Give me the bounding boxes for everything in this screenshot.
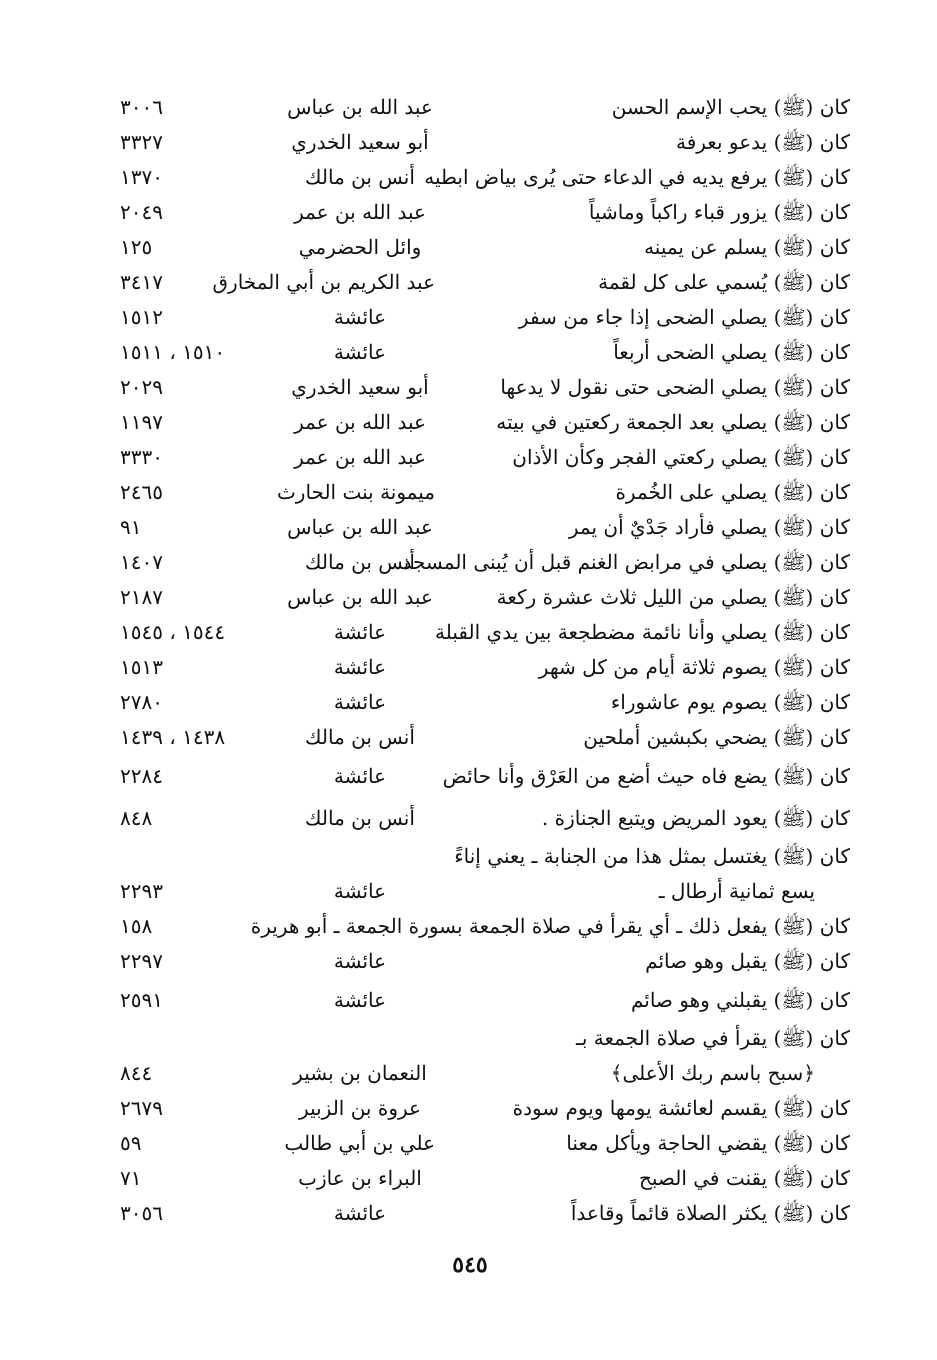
hadith-text: كان (ﷺ) يصلي من الليل ثلاث عشرة ركعة [496, 585, 850, 609]
index-row [120, 440, 850, 475]
hadith-reference-number: ٣٣٢٧ [120, 130, 163, 154]
index-row [120, 230, 850, 265]
hadith-text: كان (ﷺ) يضحي بكبشين أملحين [583, 725, 850, 749]
hadith-reference-number: ٢٦٧٩ [120, 1096, 163, 1120]
narrator-name: النعمان بن بشير [293, 1061, 427, 1085]
narrator-name: عائشة [333, 1201, 387, 1225]
hadith-text: كان (ﷺ) يصلي على الخُمرة [615, 480, 850, 504]
hadith-reference-number: ٢٠٢٩ [120, 375, 163, 399]
hadith-text: كان (ﷺ) يقبلني وهو صائم [630, 988, 850, 1012]
index-row [120, 475, 850, 510]
index-row [120, 979, 850, 1021]
narrator-name: أبو سعيد الخدري [291, 375, 429, 399]
hadith-reference-number: ١٤٠٧ [120, 550, 163, 574]
narrator-name: عبد الكريم بن أبي المخارق [212, 270, 435, 294]
hadith-reference-number: ١٢٥ [120, 235, 153, 259]
narrator-name: أبو سعيد الخدري [291, 130, 429, 154]
narrator-name: البراء بن عازب [298, 1166, 422, 1190]
hadith-text: كان (ﷺ) يسلم عن يمينه [644, 235, 850, 259]
hadith-text: كان (ﷺ) يقبل وهو صائم [645, 949, 850, 973]
hadith-reference-number: ١٥١٠ ، ١٥١١ [120, 340, 226, 364]
index-row [120, 335, 850, 370]
hadith-reference-number: ٢٧٨٠ [120, 690, 163, 714]
hadith-reference-number: ٢٢٩٧ [120, 949, 163, 973]
hadith-reference-number: ١٥١٣ [120, 655, 163, 679]
hadith-reference-number: ١١٩٧ [120, 410, 163, 434]
hadith-text: كان (ﷺ) يغتسل بمثل هذا من الجنابة ـ يعني إناءً [454, 844, 850, 868]
hadith-reference-number: ٣٤١٧ [120, 270, 163, 294]
hadith-text: كان (ﷺ) يصلي الضحى إذا جاء من سفر [518, 305, 850, 329]
hadith-reference-number: ١٤٣٨ ، ١٤٣٩ [120, 725, 226, 749]
hadith-text: كان (ﷺ) يصوم ثلاثة أيام من كل شهر [538, 655, 850, 679]
index-row [120, 405, 850, 440]
hadith-reference-number: ١٥١٢ [120, 305, 163, 329]
hadith-text: كان (ﷺ) يحب الإسم الحسن [611, 95, 850, 119]
hadith-reference-number: ٨٤٨ [120, 806, 153, 830]
narrator-name: عائشة [333, 340, 387, 364]
narrator-name: عائشة [333, 764, 387, 788]
hadith-reference-number: ٢٥٩١ [120, 988, 163, 1012]
narrator-name: عبد الله بن عمر [294, 200, 426, 224]
hadith-text: كان (ﷺ) يكثر الصلاة قائماً وقاعداً [570, 1201, 850, 1225]
hadith-text: كان (ﷺ) يقرأ في صلاة الجمعة بـ [575, 1026, 850, 1050]
index-row [120, 615, 850, 650]
hadith-text: كان (ﷺ) يفعل ذلك ـ أي يقرأ في صلاة الجمعة بسورة الجمعة ـ أبو هريرة [250, 914, 850, 938]
narrator-name: عبد الله بن عباس [287, 515, 433, 539]
hadith-text: كان (ﷺ) يصلي وأنا نائمة مضطجعة بين يدي القبلة [435, 620, 850, 644]
hadith-text: كان (ﷺ) يصلي ركعتي الفجر وكأن الأذان [512, 445, 850, 469]
hadith-text: كان (ﷺ) يضع فاه حيث أضع من العَرْق وأنا حائض [442, 764, 850, 788]
hadith-reference-number: ٣٠٠٦ [120, 95, 163, 119]
index-row [120, 1056, 850, 1091]
index-row [120, 195, 850, 230]
hadith-reference-number: ٨٤٤ [120, 1061, 153, 1085]
hadith-reference-number: ٩١ [120, 515, 142, 539]
hadith-text: كان (ﷺ) يصلي فأراد جَدْيٌ أن يمر [568, 515, 850, 539]
hadith-text: كان (ﷺ) يُسمي على كل لقمة [598, 270, 850, 294]
hadith-text: كان (ﷺ) يقضي الحاجة ويأكل معنا [566, 1131, 850, 1155]
hadith-text: كان (ﷺ) يصلي الضحى أربعاً [613, 340, 850, 364]
hadith-reference-number: ٣٠٥٦ [120, 1201, 163, 1225]
narrator-name: عروة بن الزبير [299, 1096, 421, 1120]
hadith-reference-number: ٢٠٤٩ [120, 200, 163, 224]
index-row [120, 125, 850, 160]
index-row [120, 797, 850, 839]
narrator-name: ميمونة بنت الحارث [276, 480, 435, 504]
index-row [120, 1196, 850, 1231]
hadith-reference-number: ٢١٨٧ [120, 585, 163, 609]
index-row [120, 510, 850, 545]
hadith-text: كان (ﷺ) يعود المريض ويتبع الجنازة . [541, 806, 850, 830]
index-row [120, 580, 850, 615]
hadith-reference-number: ٢٤٦٥ [120, 480, 163, 504]
hadith-reference-number: ١٥٨ [120, 914, 153, 938]
index-row [120, 1126, 850, 1161]
hadith-reference-number: ٣٣٣٠ [120, 445, 163, 469]
index-row [120, 1161, 850, 1196]
narrator-name: أنس بن مالك [305, 806, 415, 830]
narrator-name: أنس بن مالك [305, 550, 415, 574]
narrator-name: عائشة [333, 988, 387, 1012]
page-number: ٥٤٥ [452, 1252, 488, 1278]
narrator-name: أنس بن مالك [305, 725, 415, 749]
index-row [120, 755, 850, 797]
hadith-text: ﴿سبح باسم ربك الأعلى﴾ [610, 1061, 815, 1085]
narrator-name: عائشة [333, 879, 387, 903]
hadith-reference-number: ١٥٤٤ ، ١٥٤٥ [120, 620, 226, 644]
hadith-text: كان (ﷺ) يزور قباء راكباً وماشياً [588, 200, 850, 224]
index-row [120, 1091, 850, 1126]
narrator-name: عائشة [333, 305, 387, 329]
narrator-name: عبد الله بن عباس [287, 585, 433, 609]
hadith-text: كان (ﷺ) يصلي في مرابض الغنم قبل أن يُبنى المسجد [402, 550, 850, 574]
hadith-text: كان (ﷺ) يصوم يوم عاشوراء [610, 690, 850, 714]
hadith-reference-number: ١٣٧٠ [120, 165, 163, 189]
narrator-name: عائشة [333, 949, 387, 973]
narrator-name: عائشة [333, 690, 387, 714]
narrator-name: عبد الله بن عباس [287, 95, 433, 119]
hadith-reference-number: ٥٩ [120, 1131, 142, 1155]
narrator-name: وائل الحضرمي [298, 235, 422, 259]
narrator-name: عائشة [333, 655, 387, 679]
hadith-text: كان (ﷺ) يقسم لعائشة يومها ويوم سودة [512, 1096, 850, 1120]
index-row [120, 874, 850, 909]
index-row [120, 720, 850, 755]
index-row [120, 909, 850, 944]
index-row [120, 650, 850, 685]
hadith-text: كان (ﷺ) يدعو بعرفة [675, 130, 850, 154]
index-row [120, 1021, 850, 1056]
hadith-reference-number: ٧١ [120, 1166, 142, 1190]
index-row [120, 300, 850, 335]
hadith-reference-number: ٢٢٩٣ [120, 879, 163, 903]
index-row [120, 370, 850, 405]
hadith-index-list [120, 90, 850, 1231]
narrator-name: عائشة [333, 620, 387, 644]
hadith-text: كان (ﷺ) يرفع يديه في الدعاء حتى يُرى بياض ابطيه [424, 165, 850, 189]
index-row [120, 90, 850, 125]
index-row [120, 944, 850, 979]
hadith-text: كان (ﷺ) يصلي بعد الجمعة ركعتين في بيته [496, 410, 850, 434]
index-row [120, 685, 850, 720]
hadith-reference-number: ٢٢٨٤ [120, 764, 163, 788]
index-row [120, 545, 850, 580]
narrator-name: عبد الله بن عمر [294, 410, 426, 434]
index-row [120, 265, 850, 300]
index-row [120, 839, 850, 874]
narrator-name: علي بن أبي طالب [284, 1131, 435, 1155]
narrator-name: أنس بن مالك [305, 165, 415, 189]
index-row [120, 160, 850, 195]
narrator-name: عبد الله بن عمر [294, 445, 426, 469]
hadith-text: يسع ثمانية أرطال ـ [658, 879, 815, 903]
hadith-text: كان (ﷺ) يقنت في الصبح [638, 1166, 850, 1190]
hadith-text: كان (ﷺ) يصلي الضحى حتى نقول لا يدعها [500, 375, 850, 399]
